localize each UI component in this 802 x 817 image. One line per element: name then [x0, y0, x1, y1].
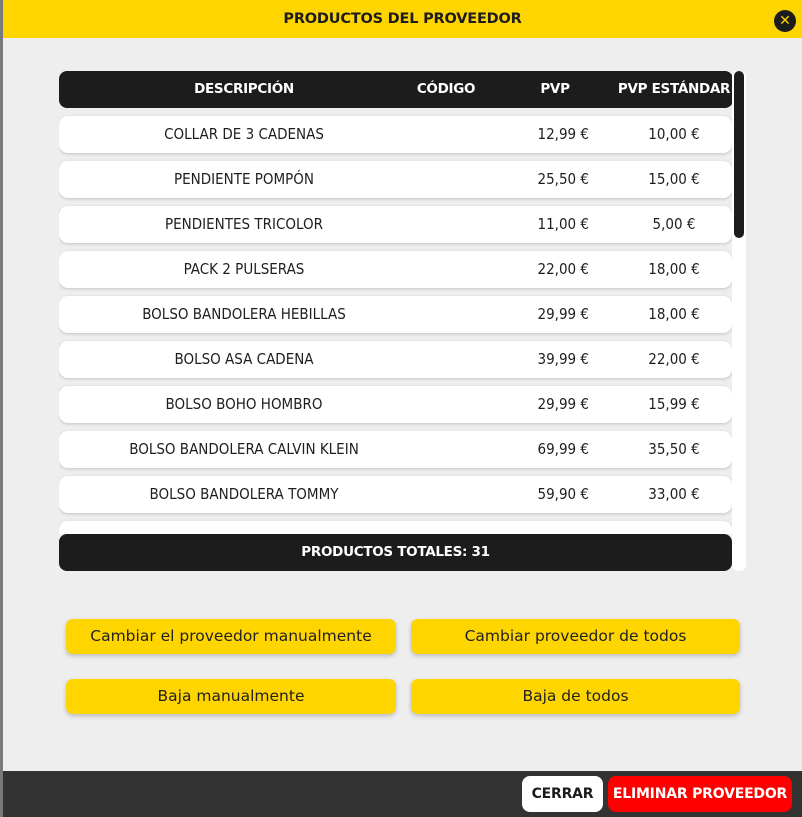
table-scrollbar[interactable]: [732, 71, 746, 571]
table-row[interactable]: [59, 116, 732, 153]
row-pvp-standard: 33,00 €: [648, 485, 700, 503]
row-pvp: 59,90 €: [537, 485, 589, 503]
table-row[interactable]: [59, 386, 732, 423]
row-code: [401, 341, 491, 378]
row-description: BOLSO BANDOLERA TOMMY: [149, 485, 339, 503]
row-code: [401, 251, 491, 288]
table-row[interactable]: [59, 341, 732, 378]
products-total: PRODUCTOS TOTALES: 31: [59, 534, 732, 571]
delete-supplier-button[interactable]: ELIMINAR PROVEEDOR: [608, 776, 792, 812]
table-row[interactable]: [59, 206, 732, 243]
supplier-products-dialog: [3, 0, 802, 817]
row-pvp-standard: 35,50 €: [648, 440, 700, 458]
dialog-footer: [3, 771, 802, 817]
row-code: [401, 296, 491, 333]
row-code: [401, 386, 491, 423]
row-description: COLLAR DE 3 CADENAS: [164, 125, 324, 143]
row-pvp-standard: 22,00 €: [648, 350, 700, 368]
row-pvp: 29,99 €: [537, 305, 589, 323]
row-description: PENDIENTES TRICOLOR: [165, 215, 323, 233]
row-description: BOLSO BANDOLERA CALVIN KLEIN: [129, 440, 359, 458]
row-pvp: 69,99 €: [537, 440, 589, 458]
row-pvp-standard: 15,99 €: [648, 395, 700, 413]
table-row[interactable]: [59, 251, 732, 288]
row-code: [401, 206, 491, 243]
close-button[interactable]: CERRAR: [522, 776, 603, 812]
change-supplier-manually-button[interactable]: Cambiar el proveedor manualmente: [66, 619, 396, 654]
row-description: BOLSO ASA CADENA: [174, 350, 314, 368]
table-row[interactable]: [59, 431, 732, 468]
header-code: CÓDIGO: [416, 81, 476, 97]
row-pvp-standard: 15,00 €: [648, 170, 700, 188]
change-supplier-all-button[interactable]: Cambiar proveedor de todos: [411, 619, 740, 654]
row-pvp: 11,00 €: [537, 215, 589, 233]
row-description: PENDIENTE POMPÓN: [173, 170, 315, 188]
row-pvp: 25,50 €: [537, 170, 589, 188]
table-row[interactable]: [59, 521, 732, 534]
remove-manually-button[interactable]: Baja manualmente: [66, 679, 396, 714]
header-pvp-standard: PVP ESTÁNDAR: [617, 81, 731, 97]
row-pvp-standard: 18,00 €: [648, 305, 700, 323]
scrollbar-thumb[interactable]: [734, 71, 744, 238]
table-row[interactable]: [59, 476, 732, 513]
row-code: [401, 161, 491, 198]
row-pvp: 39,99 €: [537, 350, 589, 368]
row-code: [401, 476, 491, 513]
row-pvp-standard: 10,00 €: [648, 125, 700, 143]
row-description: PACK 2 PULSERAS: [183, 260, 305, 278]
close-icon[interactable]: ✕: [774, 10, 796, 32]
row-description: BOLSO BANDOLERA HEBILLAS: [142, 305, 346, 323]
row-code: [401, 431, 491, 468]
row-pvp-standard: 18,00 €: [648, 260, 700, 278]
row-pvp: 22,00 €: [537, 260, 589, 278]
table-row[interactable]: [59, 161, 732, 198]
row-pvp-standard: 5,00 €: [652, 215, 696, 233]
header-pvp: PVP: [540, 81, 570, 97]
table-body[interactable]: [59, 114, 733, 534]
table-row[interactable]: [59, 296, 732, 333]
row-pvp: 12,99 €: [537, 125, 589, 143]
table-header: [59, 71, 733, 108]
row-pvp: 29,99 €: [537, 395, 589, 413]
row-description: BOLSO BOHO HOMBRO: [165, 395, 323, 413]
row-code: [401, 116, 491, 153]
header-description: DESCRIPCIÓN: [194, 81, 294, 97]
dialog-titlebar: [3, 0, 802, 38]
remove-all-button[interactable]: Baja de todos: [411, 679, 740, 714]
products-table: [59, 71, 733, 571]
dialog-title: PRODUCTOS DEL PROVEEDOR: [283, 11, 522, 27]
